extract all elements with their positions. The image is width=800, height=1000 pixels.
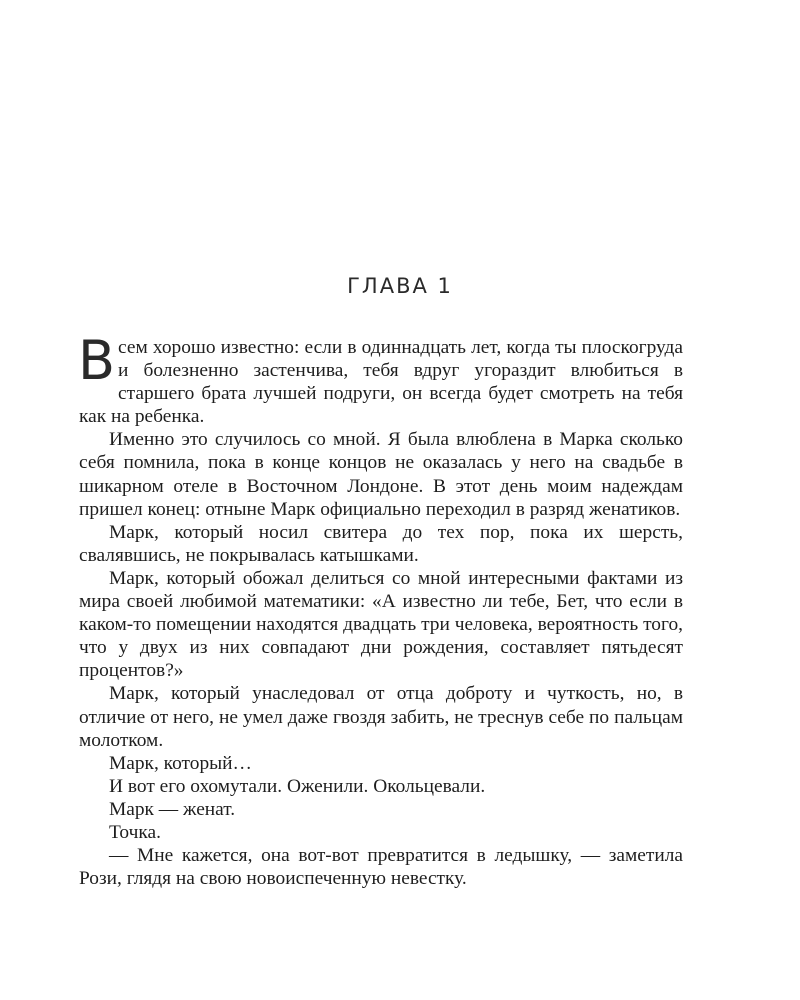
chapter-heading: ГЛАВА 1 bbox=[347, 274, 453, 298]
chapter-body bbox=[78, 329, 683, 890]
paragraph: Марк, который обожал делиться со мной интересными фактами из мира своей любимой математики: «А известно ли тебе, Бет, что если в каком-то помещении находятся двадцать три человека, вероятность того, что у двух из них совпадают дни рождения, составляет пятьдесят процентов?» bbox=[79, 567, 683, 682]
paragraph: Точка. bbox=[109, 821, 161, 843]
paragraph: Марк, который носил свитера до тех пор, пока их шерсть, свалявшись, не покрывалась катышками. bbox=[79, 521, 683, 566]
opening-paragraph-text: сем хорошо известно: если в одиннадцать лет, когда ты плоскогруда и болезненно застенчива, тебя вдруг угораздит влюбиться в старшего брата лучшей подруги, он всегда будет смотреть на тебя как на ребенка. bbox=[79, 337, 683, 428]
paragraph: — Мне кажется, она вот-вот превратится в ледышку, — заметила Рози, глядя на свою новоиспеченную невестку. bbox=[79, 845, 683, 890]
drop-cap: В bbox=[78, 329, 116, 392]
paragraph-opening bbox=[78, 329, 683, 428]
paragraph: Марк, который унаследовал от отца доброту и чуткость, но, в отличие от него, не умел даже гвоздя забить, не треснув себе по пальцам молотком. bbox=[79, 683, 683, 751]
paragraph: Марк, который… bbox=[109, 752, 252, 774]
paragraph: Именно это случилось со мной. Я была влюблена в Марка сколько себя помнила, пока в конце концов не оказалась у него на свадьбе в шикарном отеле в Восточном Лондоне. В этот день моим надеждам пришел конец: отныне Марк официально переходил в разряд женатиков. bbox=[79, 429, 683, 520]
paragraph: Марк — женат. bbox=[109, 798, 236, 820]
paragraph: И вот его охомутали. Оженили. Окольцевали. bbox=[109, 775, 486, 797]
